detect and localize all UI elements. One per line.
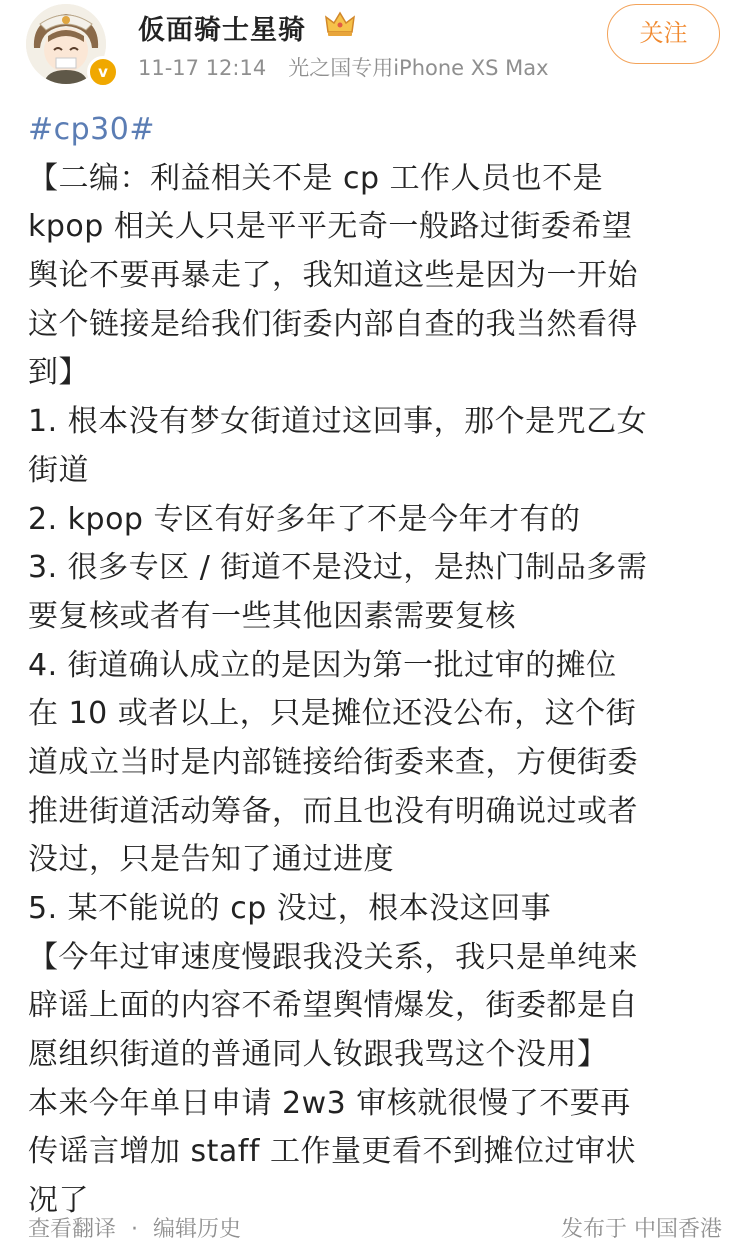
post-text-line: 传谣言增加 staff 工作量更看不到摊位过审状 — [28, 1134, 636, 1170]
post-text-line: 舆论不要再暴走了，我知道这些是因为一开始 — [28, 258, 638, 294]
post-text-line: 在 10 或者以上，只是摊位还没公布，这个街 — [28, 696, 637, 732]
edit-history-link[interactable]: 编辑历史 — [153, 1217, 242, 1242]
post-text-line: 推进街道活动筹备，而且也没有明确说过或者 — [28, 793, 638, 829]
post-text-line: 况了 — [28, 1183, 89, 1219]
verified-badge-icon: v — [87, 56, 119, 88]
footer-separator: · — [131, 1217, 139, 1242]
crown-icon — [325, 10, 355, 38]
post-hashtag[interactable]: #cp30# — [28, 112, 155, 147]
post-time: 11-17 12:14 — [138, 56, 267, 80]
translate-link[interactable]: 查看翻译 — [28, 1217, 117, 1242]
post-text-line: 5. 某不能说的 cp 没过，根本没这回事 — [28, 891, 552, 926]
username[interactable]: 仮面骑士星骑 — [138, 15, 306, 46]
post-location: 发布于 中国香港 — [561, 1217, 722, 1242]
post-text-line: 本来今年单日申请 2w3 审核就很慢了不要再 — [28, 1085, 631, 1121]
post-text-line: 4. 街道确认成立的是因为第一批过审的摊位 — [28, 647, 617, 683]
post-text-line: 愿组织街道的普通同人钕跟我骂这个没用】 — [28, 1037, 608, 1073]
post-text-line: 【二编：利益相关不是 cp 工作人员也不是 — [28, 160, 604, 196]
post-device[interactable]: 光之国专用iPhone XS Max — [288, 56, 549, 80]
post-footer — [28, 1212, 722, 1243]
post-text-line: kpop 相关人只是平平无奇一般路过街委希望 — [28, 209, 633, 245]
post-text-line: 道成立当时是内部链接给街委来查，方便街委 — [28, 744, 638, 780]
post-text-line: 街道 — [28, 452, 89, 488]
post-text-line: 没过，只是告知了通过进度 — [28, 842, 394, 878]
follow-button[interactable]: 关注 — [607, 4, 720, 64]
post-header — [0, 0, 750, 100]
post-body — [28, 106, 728, 1226]
post-text-line: 这个链接是给我们街委内部自查的我当然看得 — [28, 306, 638, 342]
post-text-line: 到】 — [28, 355, 89, 391]
post-text-line: 1. 根本没有梦女街道过这回事，那个是咒乙女 — [28, 404, 648, 440]
post-text-line: 要复核或者有一些其他因素需要复核 — [28, 598, 516, 634]
post-text-line: 3. 很多专区 / 街道不是没过，是热门制品多需 — [28, 550, 648, 586]
post-text-line: 辟谣上面的内容不希望舆情爆发，街委都是自 — [28, 988, 638, 1024]
post-text-line: 2. kpop 专区有好多年了不是今年才有的 — [28, 501, 581, 537]
post-text — [28, 155, 728, 1226]
post-meta — [138, 52, 549, 82]
post-text-line: 【今年过审速度慢跟我没关系，我只是单纯来 — [28, 939, 638, 975]
